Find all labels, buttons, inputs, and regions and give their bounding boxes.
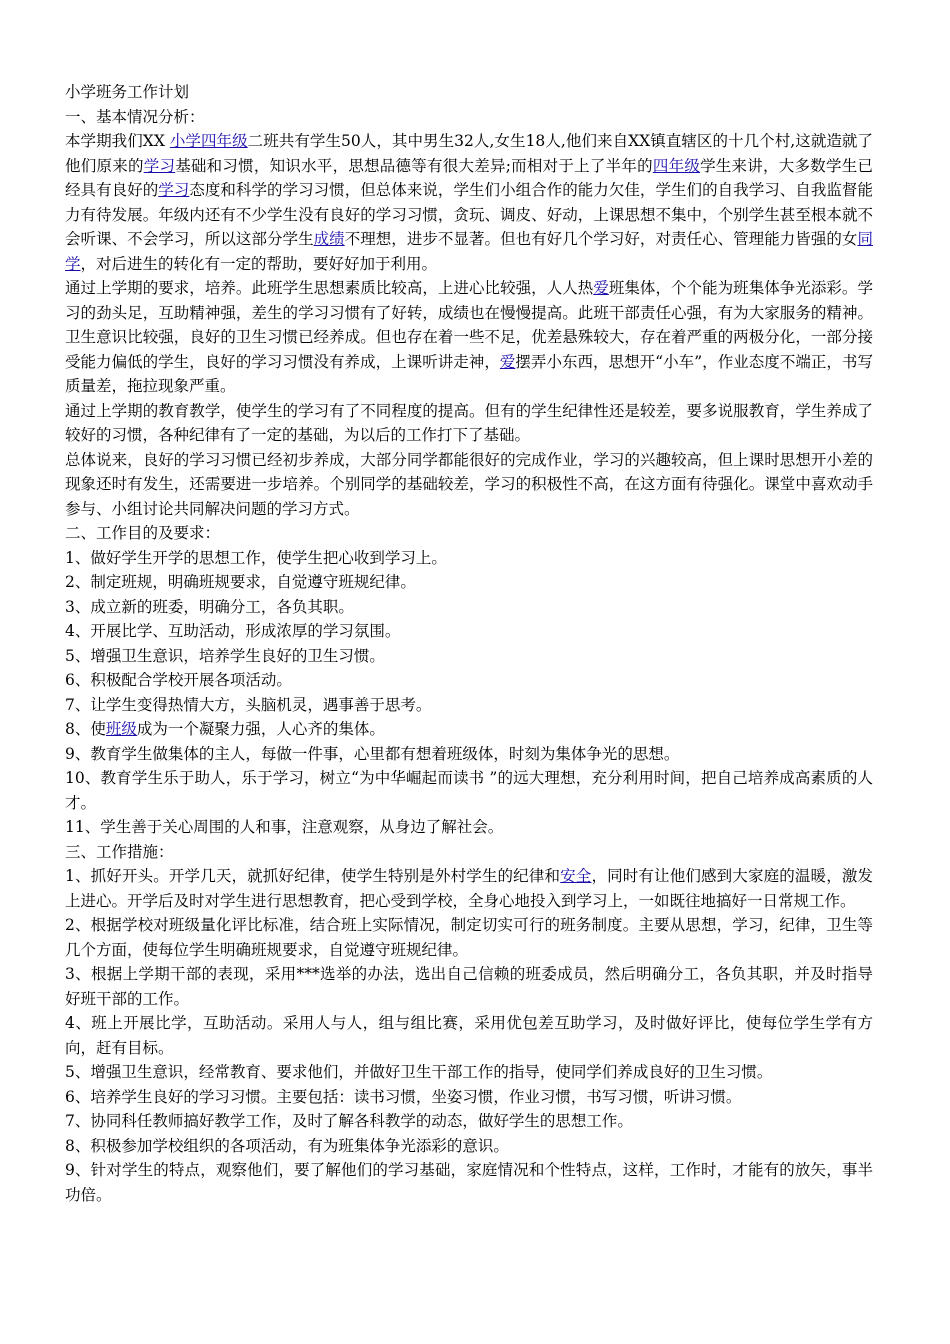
text-run: 5、增强卫生意识，经常教育、要求他们，并做好卫生干部工作的指导，使同学们养成良好的卫生习惯。 (65, 1063, 773, 1081)
keyword-link[interactable]: 小学四年级 (169, 132, 248, 150)
paragraph (65, 668, 873, 693)
paragraph (65, 840, 873, 865)
text-run: 10、教育学生乐于助人，乐于学习，树立“为中华崛起而读书 ”的远大理想，充分利用时间，把自己培养成高素质的人才。 (65, 769, 873, 812)
text-run: 6、积极配合学校开展各项活动。 (65, 671, 292, 689)
paragraph (65, 619, 873, 644)
paragraph (65, 276, 873, 399)
text-run: 1、抓好开头。开学几天，就抓好纪律，使学生特别是外村学生的纪律和 (65, 867, 561, 885)
paragraph (65, 546, 873, 571)
text-run: 9、教育学生做集体的主人，每做一件事，心里都有想着班级体，时刻为集体争光的思想。 (65, 744, 680, 763)
text-run: 7、协同科任教师搞好教学工作，及时了解各科教学的动态，做好学生的思想工作。 (65, 1112, 633, 1130)
text-run: 通过上学期的要求，培养。此班学生思想素质比较高，上进心比较强，人人热 (65, 279, 594, 297)
text-run: 2、根据学校对班级量化评比标准，结合班上实际情况，制定切实可行的班务制度。主要从思想，学习，纪律，卫生等几个方面，使每位学生明确班规要求，自觉遵守班规纪律。 (65, 916, 873, 959)
text-run: 7、让学生变得热情大方，头脑机灵，遇事善于思考。 (65, 695, 432, 714)
paragraph (65, 105, 873, 130)
text-run: 9、针对学生的特点，观察他们，要了解他们的学习基础，家庭情况和个性特点，这样，工作时，才能有的放矢，事半功倍。 (65, 1161, 873, 1204)
text-run: 11、学生善于关心周围的人和事，注意观察，从身边了解社会。 (65, 818, 504, 836)
text-run: 态度和科学的学习习惯，但总体来说，学生们小组合作的能力欠佳，学生们的自我学习、自我监督能力有待发展。年级内还有不少学生没有良好的学习习惯，贪玩、调皮、好动，上课思想不集中，个别学生甚至根本就不会听课、不会学习，所以这部分学生 (65, 181, 873, 248)
keyword-link[interactable]: 学习 (158, 181, 190, 199)
paragraph (65, 913, 873, 962)
keyword-link[interactable]: 爱 (499, 352, 516, 371)
text-run: 班集体，个个能为班集体争光添彩。学习的劲头足，互助精神强，差生的学习习惯有了好转，成绩也在慢慢提高。此班干部责任心强，有为大家服务的精神。卫生意识比较强，良好的卫生习惯已经养成。但也存在着一些不足，优差悬殊较大，存在着严重的两极分化，一部分接受能力偏低的学生，良好的学习习惯没有养成，上课听讲走神， (65, 279, 873, 371)
paragraph (65, 962, 873, 1011)
paragraph (65, 1085, 873, 1110)
text-run: 4、班上开展比学，互助活动。采用人与人，组与组比赛，采用优包差互助学习，及时做好评比，使每位学生学有方向，赶有目标。 (65, 1014, 873, 1057)
text-run: 4、开展比学、互助活动，形成浓厚的学习氛围。 (65, 622, 401, 640)
paragraph (65, 129, 873, 276)
text-run: 基础和习惯，知识水平，思想品德等有很大差异;而相对于上了半年的 (175, 156, 653, 175)
text-run: ，对后进生的转化有一定的帮助，要好好加于利用。 (80, 254, 438, 273)
text-run: ，同时有让他们感到大家庭的温暖，激发上进心。开学后及时对学生进行思想教育，把心受到学校，全身心地投入到学习上，一如既往地搞好一日常规工作。 (65, 867, 873, 910)
text-run: 3、成立新的班委，明确分工，各负其职。 (65, 597, 354, 616)
keyword-link[interactable]: 安全 (560, 867, 592, 885)
keyword-link[interactable]: 同学 (65, 230, 873, 273)
text-run: 总体说来，良好的学习习惯已经初步养成，大部分同学都能很好的完成作业，学习的兴趣较高，但上课时思想开小差的现象还时有发生，还需要进一步培养。个别同学的基础较差，学习的积极性不高，在这方面有待强化。课堂中喜欢动手参与、小组讨论共同解决问题的学习方式。 (65, 450, 873, 518)
paragraph (65, 1011, 873, 1060)
text-run: 8、使 (65, 720, 106, 738)
paragraph (65, 521, 873, 546)
paragraph (65, 448, 873, 522)
paragraph (65, 742, 873, 767)
text-run: 学生来讲，大多数学生已经具有良好的 (65, 156, 873, 199)
text-run: 通过上学期的教育教学，使学生的学习有了不同程度的提高。但有的学生纪律性还是较差，要多说服教育，学生养成了较好的习惯，各种纪律有了一定的基础，为以后的工作打下了基础。 (65, 401, 873, 444)
paragraph (65, 1158, 873, 1207)
keyword-link[interactable]: 成绩 (313, 230, 345, 248)
paragraph (65, 1109, 873, 1134)
paragraph (65, 815, 873, 840)
keyword-link[interactable]: 学习 (143, 156, 176, 175)
keyword-link[interactable]: 爱 (593, 279, 609, 297)
text-run: 8、积极参加学校组织的各项活动，有为班集体争光添彩的意识。 (65, 1136, 509, 1155)
text-run: 不理想，进步不显著。但也有好几个学习好，对责任心、管理能力皆强的女 (344, 230, 858, 248)
document-title (65, 80, 873, 105)
text-run: 3、根据上学期干部的表现，采用***选举的办法，选出自己信赖的班委成员，然后明确分工，各负其职，并及时指导好班干部的工作。 (65, 965, 873, 1008)
paragraph (65, 595, 873, 620)
text-run: 5、增强卫生意识，培养学生良好的卫生习惯。 (65, 646, 385, 665)
text-run: 二班共有学生50人，其中男生32人,女生18人,他们来自XX镇直辖区的十几个村,这就造就了他们原来的 (65, 132, 873, 175)
paragraph (65, 1060, 873, 1085)
document-body (65, 80, 873, 1207)
text-run: 6、培养学生良好的学习习惯。主要包括：读书习惯，坐姿习惯，作业习惯，书写习惯，听讲习惯。 (65, 1087, 742, 1106)
keyword-link[interactable]: 班级 (105, 720, 137, 738)
text-run: 一、基本情况分析： (65, 107, 205, 126)
text-run: 三、工作措施： (65, 842, 174, 861)
paragraph (65, 693, 873, 718)
text-run: 成为一个凝聚力强，人心齐的集体。 (136, 720, 385, 738)
paragraph (65, 570, 873, 595)
text-run: 本学期我们XX (65, 132, 170, 150)
paragraph (65, 864, 873, 913)
paragraph (65, 399, 873, 448)
text-run: 1、做好学生开学的思想工作，使学生把心收到学习上。 (65, 548, 447, 567)
text-run: 2、制定班规，明确班规要求，自觉遵守班规纪律。 (65, 573, 416, 591)
text-run: 摆弄小东西，思想开“小车”，作业态度不端正，书写质量差，拖拉现象严重。 (65, 352, 873, 395)
paragraph (65, 766, 873, 815)
keyword-link[interactable]: 四年级 (652, 156, 701, 175)
paragraph (65, 1134, 873, 1159)
text-run: 小学班务工作计划 (65, 83, 190, 101)
text-run: 二、工作目的及要求： (65, 524, 221, 542)
paragraph (65, 644, 873, 669)
paragraph (65, 717, 873, 742)
